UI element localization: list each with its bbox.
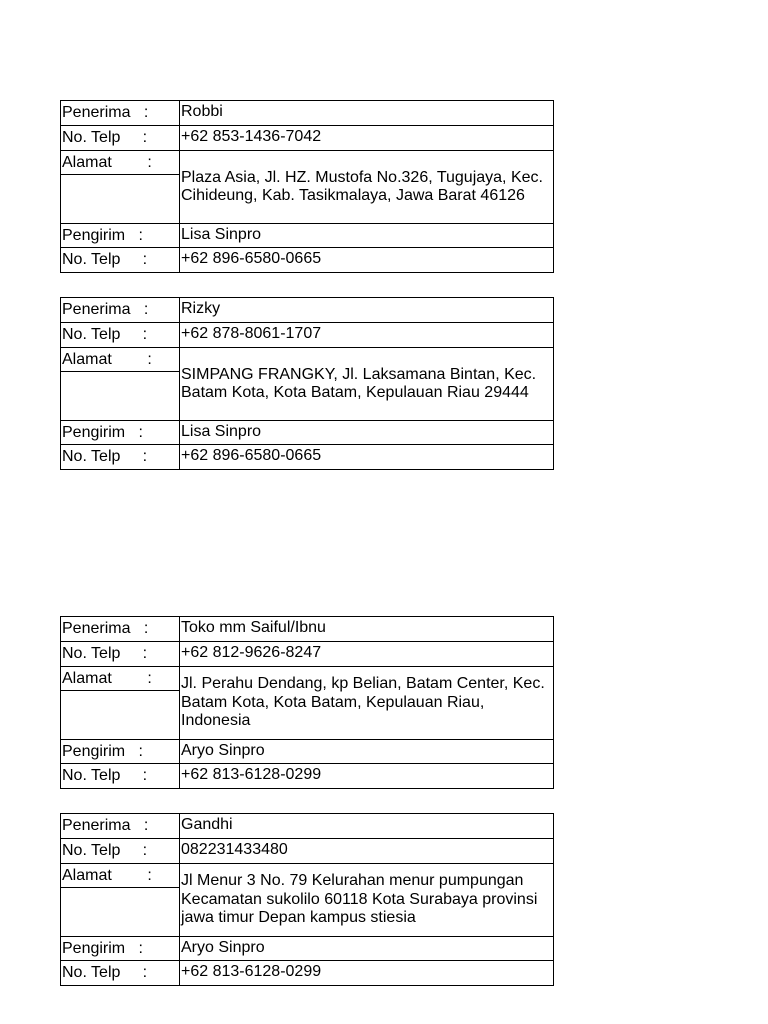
- sender-name: Lisa Sinpro: [180, 421, 554, 445]
- shipping-label-2: [60, 297, 554, 470]
- recipient-label: Penerima :: [61, 617, 180, 642]
- address-line: Plaza Asia, Jl. HZ. Mustofa No.326, Tugujaya, Kec.: [181, 168, 543, 186]
- sender-phone-label: No. Telp :: [61, 445, 180, 470]
- recipient-phone: +62 878-8061-1707: [180, 323, 554, 348]
- recipient-label: Penerima :: [61, 101, 180, 126]
- address-label: Alamat :: [61, 348, 180, 372]
- sender-label: Pengirim :: [61, 740, 180, 764]
- sender-label: Pengirim :: [61, 421, 180, 445]
- recipient-label: Penerima :: [61, 298, 180, 323]
- shipping-label-3: [60, 616, 554, 789]
- address-label: Alamat :: [61, 667, 180, 691]
- recipient-label: Penerima :: [61, 814, 180, 839]
- recipient-phone-label: No. Telp :: [61, 323, 180, 348]
- address-cell: [180, 864, 554, 937]
- sender-phone: +62 896-6580-0665: [180, 248, 554, 273]
- address-line: Indonesia: [181, 712, 251, 730]
- address-cell: [180, 348, 554, 421]
- recipient-name: Toko mm Saiful/Ibnu: [180, 617, 554, 642]
- address-line: Batam Kota, Kota Batam, Kepulauan Riau 29444: [181, 384, 529, 401]
- recipient-phone: +62 812-9626-8247: [180, 642, 554, 667]
- sender-phone-label: No. Telp :: [61, 961, 180, 986]
- sender-label: Pengirim :: [61, 224, 180, 248]
- recipient-phone: 082231433480: [180, 839, 554, 864]
- address-label-blank-cell: [61, 175, 180, 224]
- address-line: Batam Kota, Kota Batam, Kepulauan Riau,: [181, 693, 485, 711]
- sender-phone-label: No. Telp :: [61, 764, 180, 789]
- address-label-blank-cell: [61, 372, 180, 421]
- address-line: jawa timur Depan kampus stiesia: [181, 909, 416, 927]
- address-line: Jl. Perahu Dendang, kp Belian, Batam Center, Kec.: [181, 675, 545, 693]
- sender-name: Aryo Sinpro: [180, 740, 554, 764]
- address-line: Kecamatan sukolilo 60118 Kota Surabaya provinsi: [181, 890, 538, 908]
- sender-phone: +62 896-6580-0665: [180, 445, 554, 470]
- sender-phone: +62 813-6128-0299: [180, 764, 554, 789]
- address-cell: [180, 151, 554, 224]
- address-label: Alamat :: [61, 864, 180, 888]
- sender-phone-label: No. Telp :: [61, 248, 180, 273]
- sender-name: Aryo Sinpro: [180, 937, 554, 961]
- recipient-name: Rizky: [180, 298, 554, 323]
- address-label: Alamat :: [61, 151, 180, 175]
- address-line: Jl Menur 3 No. 79 Kelurahan menur pumpungan: [181, 872, 524, 890]
- recipient-name: Gandhi: [180, 814, 554, 839]
- recipient-phone-label: No. Telp :: [61, 642, 180, 667]
- address-label-blank-cell: [61, 888, 180, 937]
- shipping-label-4: [60, 813, 554, 986]
- recipient-name: Robbi: [180, 101, 554, 126]
- address-label-blank-cell: [61, 691, 180, 740]
- sender-label: Pengirim :: [61, 937, 180, 961]
- recipient-phone: +62 853-1436-7042: [180, 126, 554, 151]
- address-cell: [180, 667, 554, 740]
- address-line: SIMPANG FRANGKY, Jl. Laksamana Bintan, Kec.: [181, 365, 537, 383]
- recipient-phone-label: No. Telp :: [61, 126, 180, 151]
- sender-phone: +62 813-6128-0299: [180, 961, 554, 986]
- sender-name: Lisa Sinpro: [180, 224, 554, 248]
- recipient-phone-label: No. Telp :: [61, 839, 180, 864]
- shipping-label-1: [60, 100, 554, 273]
- address-line: Cihideung, Kab. Tasikmalaya, Jawa Barat 46126: [181, 187, 525, 204]
